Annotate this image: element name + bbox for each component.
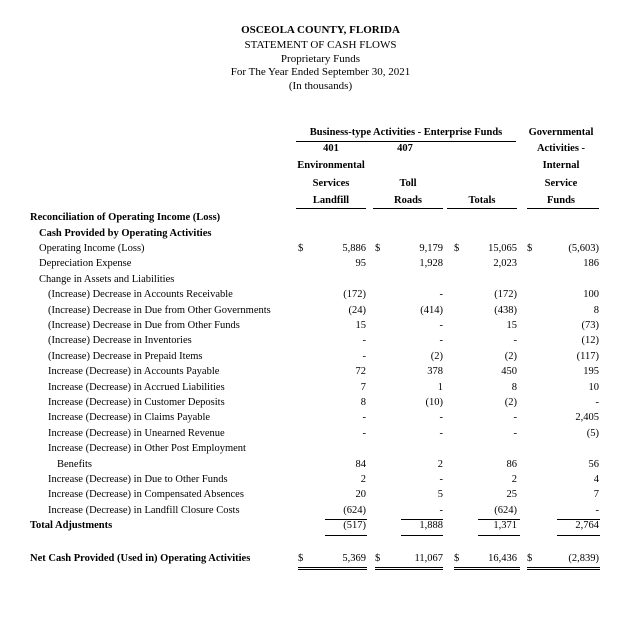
row-value-gov: 4: [593, 474, 599, 485]
total-adjustments-gov: 2,764: [575, 520, 599, 531]
row-value-totals: -: [513, 428, 517, 439]
statement-title: STATEMENT OF CASH FLOWS: [244, 39, 397, 51]
row-value-gov: 2,405: [575, 412, 599, 423]
row-value-gov: (117): [576, 351, 599, 362]
row-label: (Increase) Decrease in Due from Other Governments: [48, 305, 271, 316]
dollar-sign: $: [527, 243, 533, 254]
row-value-gov: 10: [588, 382, 599, 393]
row-value-landfill: 95: [355, 258, 366, 269]
row-value-toll: -: [439, 412, 443, 423]
row-value-toll: -: [439, 335, 443, 346]
row-label: Operating Income (Loss): [39, 243, 145, 254]
row-value-totals: (438): [494, 305, 517, 316]
gov-header-line2: Activities -: [536, 143, 586, 154]
fund-401-header: 401: [323, 143, 339, 154]
gov-header-line5: Funds: [546, 195, 576, 206]
net-cash-landfill: 5,369: [342, 553, 366, 564]
row-value-totals: -: [513, 335, 517, 346]
row-value-landfill: (172): [343, 289, 366, 300]
row-value-gov: (73): [581, 320, 599, 331]
row-label: Increase (Decrease) in Landfill Closure Costs: [48, 505, 240, 516]
row-value-gov: 7: [593, 489, 599, 500]
row-value-gov: 186: [583, 258, 599, 269]
net-cash-totals: 16,436: [488, 553, 517, 564]
row-value-toll: 2: [437, 459, 443, 470]
total-bottom-line-gov: [557, 535, 600, 536]
row-label: (Increase) Decrease in Prepaid Items: [48, 351, 203, 362]
dollar-sign: $: [375, 243, 381, 254]
row-label: Depreciation Expense: [39, 258, 132, 269]
period: For The Year Ended September 30, 2021: [230, 66, 411, 78]
net-cash-double-underline: [527, 567, 600, 568]
dollar-sign: $: [375, 553, 381, 564]
row-label: (Increase) Decrease in Accounts Receivable: [48, 289, 233, 300]
units: (In thousands): [288, 80, 353, 92]
row-value-toll: -: [439, 320, 443, 331]
net-cash-double-underline: [298, 569, 367, 570]
row-label: Increase (Decrease) in Customer Deposits: [48, 397, 225, 408]
row-value-landfill: 84: [355, 459, 366, 470]
row-label: Benefits: [57, 459, 92, 470]
row-value-toll: -: [439, 505, 443, 516]
row-value-totals: 25: [506, 489, 517, 500]
row-label: Increase (Decrease) in Compensated Absences: [48, 489, 244, 500]
row-value-totals: 15: [506, 320, 517, 331]
row-label: Increase (Decrease) in Accrued Liabilities: [48, 382, 225, 393]
dollar-sign: $: [527, 553, 533, 564]
row-value-totals: (2): [504, 397, 517, 408]
row-label: Increase (Decrease) in Due to Other Funds: [48, 474, 228, 485]
net-cash-double-underline: [527, 569, 600, 570]
row-value-totals: (2): [504, 351, 517, 362]
row-label: (Increase) Decrease in Due from Other Funds: [48, 320, 240, 331]
row-value-toll: 5: [437, 489, 443, 500]
row-value-landfill: 20: [355, 489, 366, 500]
total-adjustments-toll: 1,888: [419, 520, 443, 531]
total-bottom-line-landfill: [325, 535, 367, 536]
row-label: Change in Assets and Liabilities: [39, 274, 175, 285]
row-label: Increase (Decrease) in Other Post Employment: [48, 443, 246, 454]
toll-header-line2: Roads: [393, 195, 422, 206]
row-value-toll: -: [439, 289, 443, 300]
row-label: Increase (Decrease) in Claims Payable: [48, 412, 211, 423]
row-value-gov: 8: [593, 305, 599, 316]
totals-header: Totals: [468, 195, 496, 206]
row-value-toll: -: [439, 428, 443, 439]
total-bottom-line-totals: [478, 535, 520, 536]
row-value-toll: 1: [437, 382, 443, 393]
row-value-landfill: -: [362, 351, 366, 362]
row-value-totals: 15,065: [488, 243, 517, 254]
row-label: Increase (Decrease) in Unearned Revenue: [48, 428, 225, 439]
row-value-gov: -: [595, 505, 599, 516]
gov-header-line4: Service: [544, 178, 578, 189]
landfill-header-line3: Landfill: [312, 195, 350, 206]
row-label: Increase (Decrease) in Accounts Payable: [48, 366, 220, 377]
row-value-toll: 9,179: [419, 243, 443, 254]
total-adjustments-label: Total Adjustments: [30, 520, 113, 531]
net-cash-gov: (2,839): [568, 553, 599, 564]
row-value-toll: -: [439, 474, 443, 485]
row-value-totals: (624): [494, 505, 517, 516]
net-cash-double-underline: [375, 567, 443, 568]
row-value-landfill: -: [362, 335, 366, 346]
net-cash-label: Net Cash Provided (Used in) Operating Activities: [30, 553, 251, 564]
totals-header-underline: [447, 208, 517, 209]
bta-group-underline: [296, 141, 516, 142]
row-value-gov: 195: [583, 366, 599, 377]
row-value-gov: 56: [588, 459, 599, 470]
row-value-toll: (414): [420, 305, 443, 316]
row-value-toll: (2): [430, 351, 443, 362]
gov-header-line3: Internal: [542, 160, 580, 171]
row-value-landfill: 8: [360, 397, 366, 408]
total-bottom-line-toll: [401, 535, 443, 536]
row-value-gov: -: [595, 397, 599, 408]
dollar-sign: $: [454, 553, 460, 564]
row-value-landfill: 15: [355, 320, 366, 331]
row-value-landfill: 5,886: [342, 243, 366, 254]
total-adjustments-landfill: (517): [343, 520, 366, 531]
row-value-totals: (172): [494, 289, 517, 300]
landfill-header-underline: [296, 208, 366, 209]
row-value-gov: (5,603): [568, 243, 599, 254]
entity-title: OSCEOLA COUNTY, FLORIDA: [241, 24, 400, 36]
fund-type: Proprietary Funds: [280, 53, 361, 65]
bta-group-header: Business-type Activities - Enterprise Funds: [309, 127, 503, 138]
net-cash-double-underline: [454, 567, 520, 568]
row-value-gov: (12): [581, 335, 599, 346]
row-value-totals: 450: [501, 366, 517, 377]
row-value-totals: 86: [506, 459, 517, 470]
row-value-toll: (10): [425, 397, 443, 408]
row-value-landfill: (624): [343, 505, 366, 516]
row-value-landfill: -: [362, 428, 366, 439]
row-value-toll: 1,928: [419, 258, 443, 269]
row-value-landfill: (24): [348, 305, 366, 316]
section-title-2: Cash Provided by Operating Activities: [39, 228, 212, 239]
fund-407-header: 407: [397, 143, 413, 154]
row-value-landfill: -: [362, 412, 366, 423]
row-value-landfill: 2: [360, 474, 366, 485]
row-value-totals: 2,023: [493, 258, 517, 269]
dollar-sign: $: [298, 243, 304, 254]
toll-header-line1: Toll: [399, 178, 417, 189]
net-cash-double-underline: [298, 567, 367, 568]
dollar-sign: $: [454, 243, 460, 254]
net-cash-double-underline: [454, 569, 520, 570]
net-cash-double-underline: [375, 569, 443, 570]
row-value-toll: 378: [427, 366, 443, 377]
row-value-landfill: 72: [355, 366, 366, 377]
toll-header-underline: [373, 208, 443, 209]
dollar-sign: $: [298, 553, 304, 564]
row-value-totals: -: [513, 412, 517, 423]
net-cash-toll: 11,067: [414, 553, 443, 564]
landfill-header-line1: Environmental: [297, 160, 365, 171]
gov-header-underline: [527, 208, 599, 209]
row-value-gov: 100: [583, 289, 599, 300]
row-value-totals: 2: [511, 474, 517, 485]
gov-header-line1: Governmental: [528, 127, 594, 138]
row-value-gov: (5): [586, 428, 599, 439]
row-value-totals: 8: [511, 382, 517, 393]
row-label: (Increase) Decrease in Inventories: [48, 335, 192, 346]
total-adjustments-totals: 1,371: [493, 520, 517, 531]
landfill-header-line2: Services: [312, 178, 350, 189]
row-value-landfill: 7: [360, 382, 366, 393]
section-title-1: Reconciliation of Operating Income (Loss): [30, 212, 221, 223]
